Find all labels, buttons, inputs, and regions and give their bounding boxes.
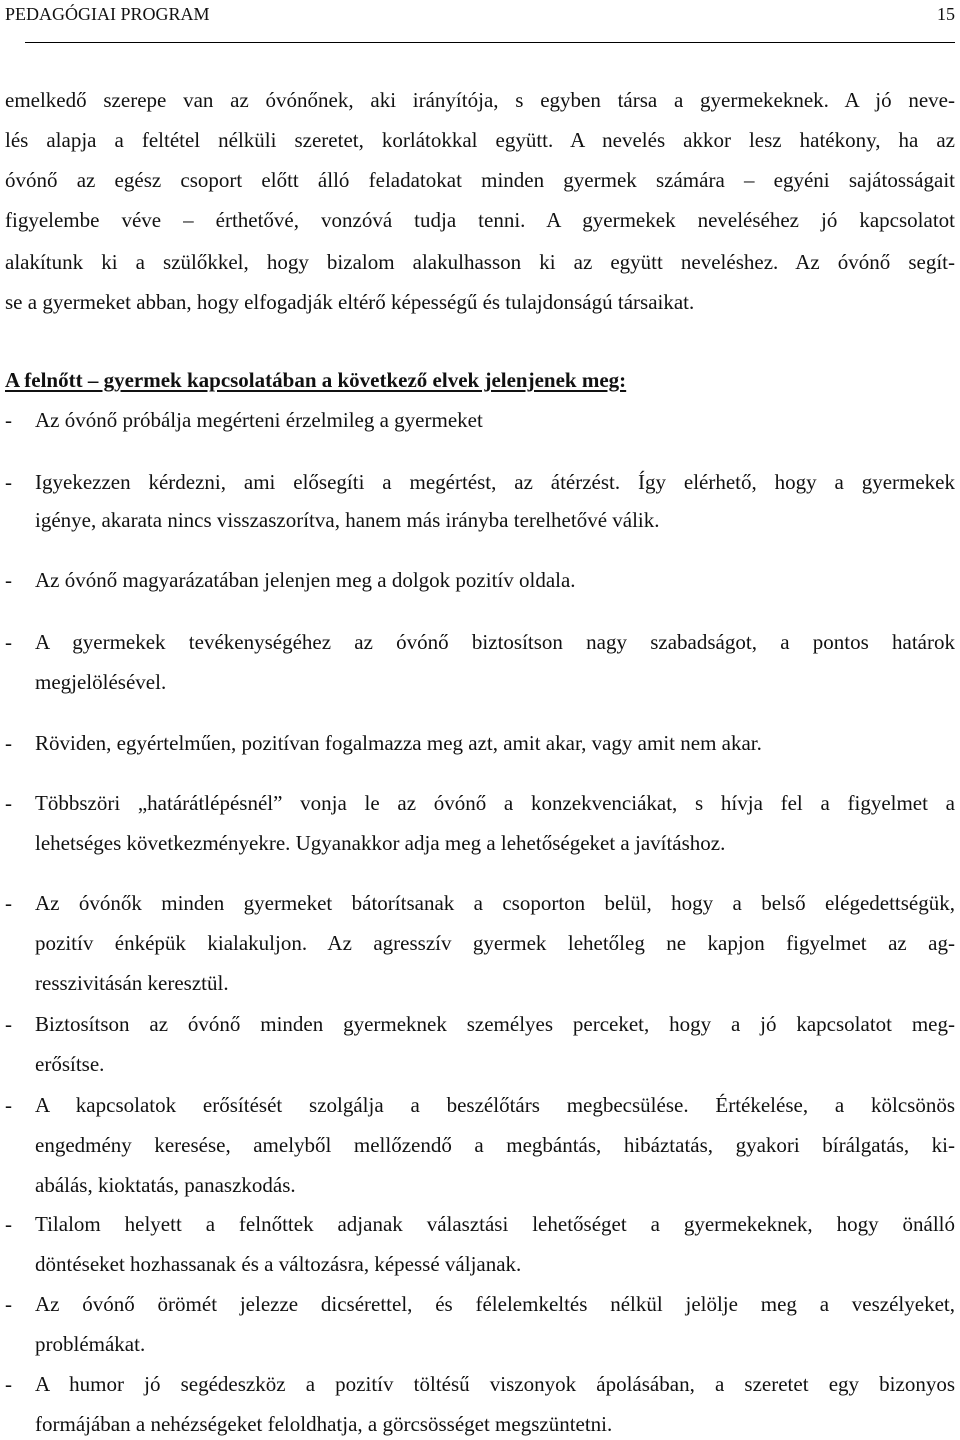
list-item-line: A humor jó segédeszköz a pozitív töltésű viszonyok ápolásában, a szeretet egy bizonyos — [35, 1372, 955, 1396]
list-item-line: megjelölésével. — [35, 670, 167, 694]
list-item-line: Többszöri „határátlépésnél” vonja le az óvónő a konzekvenciákat, s hívja fel a figyelmet a — [35, 791, 955, 815]
list-marker: - — [5, 891, 12, 915]
list-marker: - — [5, 1372, 12, 1396]
list-item-line: Az óvónők minden gyermeket bátorítsanak a csoporton belül, hogy a belső elégedettségük, — [35, 891, 955, 915]
list-marker: - — [5, 1212, 12, 1236]
list-marker: - — [5, 470, 12, 494]
paragraph-line: se a gyermeket abban, hogy elfogadják eltérő képességű és tulajdonságú társaikat. — [5, 290, 695, 314]
list-item-line: Igyekezzen kérdezni, ami elősegíti a megértést, az átérzést. Így elérhető, hogy a gyermekek — [35, 470, 955, 494]
list-item-line: igénye, akarata nincs visszaszorítva, hanem más irányba terelhetővé válik. — [35, 508, 660, 532]
paragraph-line: figyelembe véve – érthetővé, vonzóvá tudja tenni. A gyermekek neveléséhez jó kapcsolatot — [5, 208, 955, 232]
list-item-line: pozitív énképük kialakuljon. Az agresszív gyermek lehetőleg ne kapjon figyelmet az ag- — [35, 931, 955, 955]
page-number: 15 — [937, 4, 955, 24]
list-item-line: Röviden, egyértelműen, pozitívan fogalmazza meg azt, amit akar, vagy amit nem akar. — [35, 731, 762, 755]
header-rule — [25, 42, 955, 43]
list-item-line: Tilalom helyett a felnőttek adjanak választási lehetőséget a gyermekeknek, hogy önálló — [35, 1212, 955, 1236]
list-item-line: resszivitásán keresztül. — [35, 971, 229, 995]
list-item-line: formájában a nehézségeket feloldhatja, a görcsösséget megszüntetni. — [35, 1412, 613, 1436]
list-item-line: abálás, kioktatás, panaszkodás. — [35, 1173, 296, 1197]
section-heading: A felnőtt – gyermek kapcsolatában a következő elvek jelenjenek meg: — [5, 368, 627, 392]
list-item-line: Az óvónő magyarázatában jelenjen meg a dolgok pozitív oldala. — [35, 568, 576, 592]
list-item-line: döntéseket hozhassanak és a változásra, képessé váljanak. — [35, 1252, 522, 1276]
list-item-line: A gyermekek tevékenységéhez az óvónő biztosítson nagy szabadságot, a pontos határok — [35, 630, 955, 654]
list-item-line: A kapcsolatok erősítését szolgálja a beszélőtárs megbecsülése. Értékelése, a kölcsönös — [35, 1093, 955, 1117]
list-marker: - — [5, 791, 12, 815]
list-marker: - — [5, 1093, 12, 1117]
list-item-line: Az óvónő próbálja megérteni érzelmileg a gyermeket — [35, 408, 483, 432]
list-item-line: problémákat. — [35, 1332, 146, 1356]
list-item-line: engedmény keresése, amelyből mellőzendő a megbántás, hibáztatás, gyakori bírálgatás, ki- — [35, 1133, 955, 1157]
list-marker: - — [5, 568, 12, 592]
list-marker: - — [5, 1292, 12, 1316]
list-item-line: erősítse. — [35, 1052, 105, 1076]
list-item-line: Biztosítson az óvónő minden gyermeknek személyes perceket, hogy a jó kapcsolatot meg- — [35, 1012, 955, 1036]
list-marker: - — [5, 1012, 12, 1036]
list-marker: - — [5, 630, 12, 654]
paragraph-line: emelkedő szerepe van az óvónőnek, aki irányítója, s egyben társa a gyermekeknek. A jó neve- — [5, 88, 955, 112]
list-marker: - — [5, 408, 12, 432]
paragraph-line: lés alapja a feltétel nélküli szeretet, korlátokkal együtt. A nevelés akkor lesz hatékony, ha az — [5, 128, 955, 152]
list-item-line: lehetséges következményekre. Ugyanakkor adja meg a lehetőségeket a javításhoz. — [35, 831, 726, 855]
paragraph-line: alakítunk ki a szülőkkel, hogy bizalom alakulhasson ki az együtt neveléshez. Az óvónő segít- — [5, 250, 955, 274]
list-marker: - — [5, 731, 12, 755]
paragraph-line: óvónő az egész csoport előtt álló feladatokat minden gyermek számára – egyéni sajátosságait — [5, 168, 955, 192]
list-item-line: Az óvónő örömét jelezze dicsérettel, és félelemkeltés nélkül jelölje meg a veszélyeket, — [35, 1292, 955, 1316]
running-header-title: PEDAGÓGIAI PROGRAM — [5, 4, 210, 24]
